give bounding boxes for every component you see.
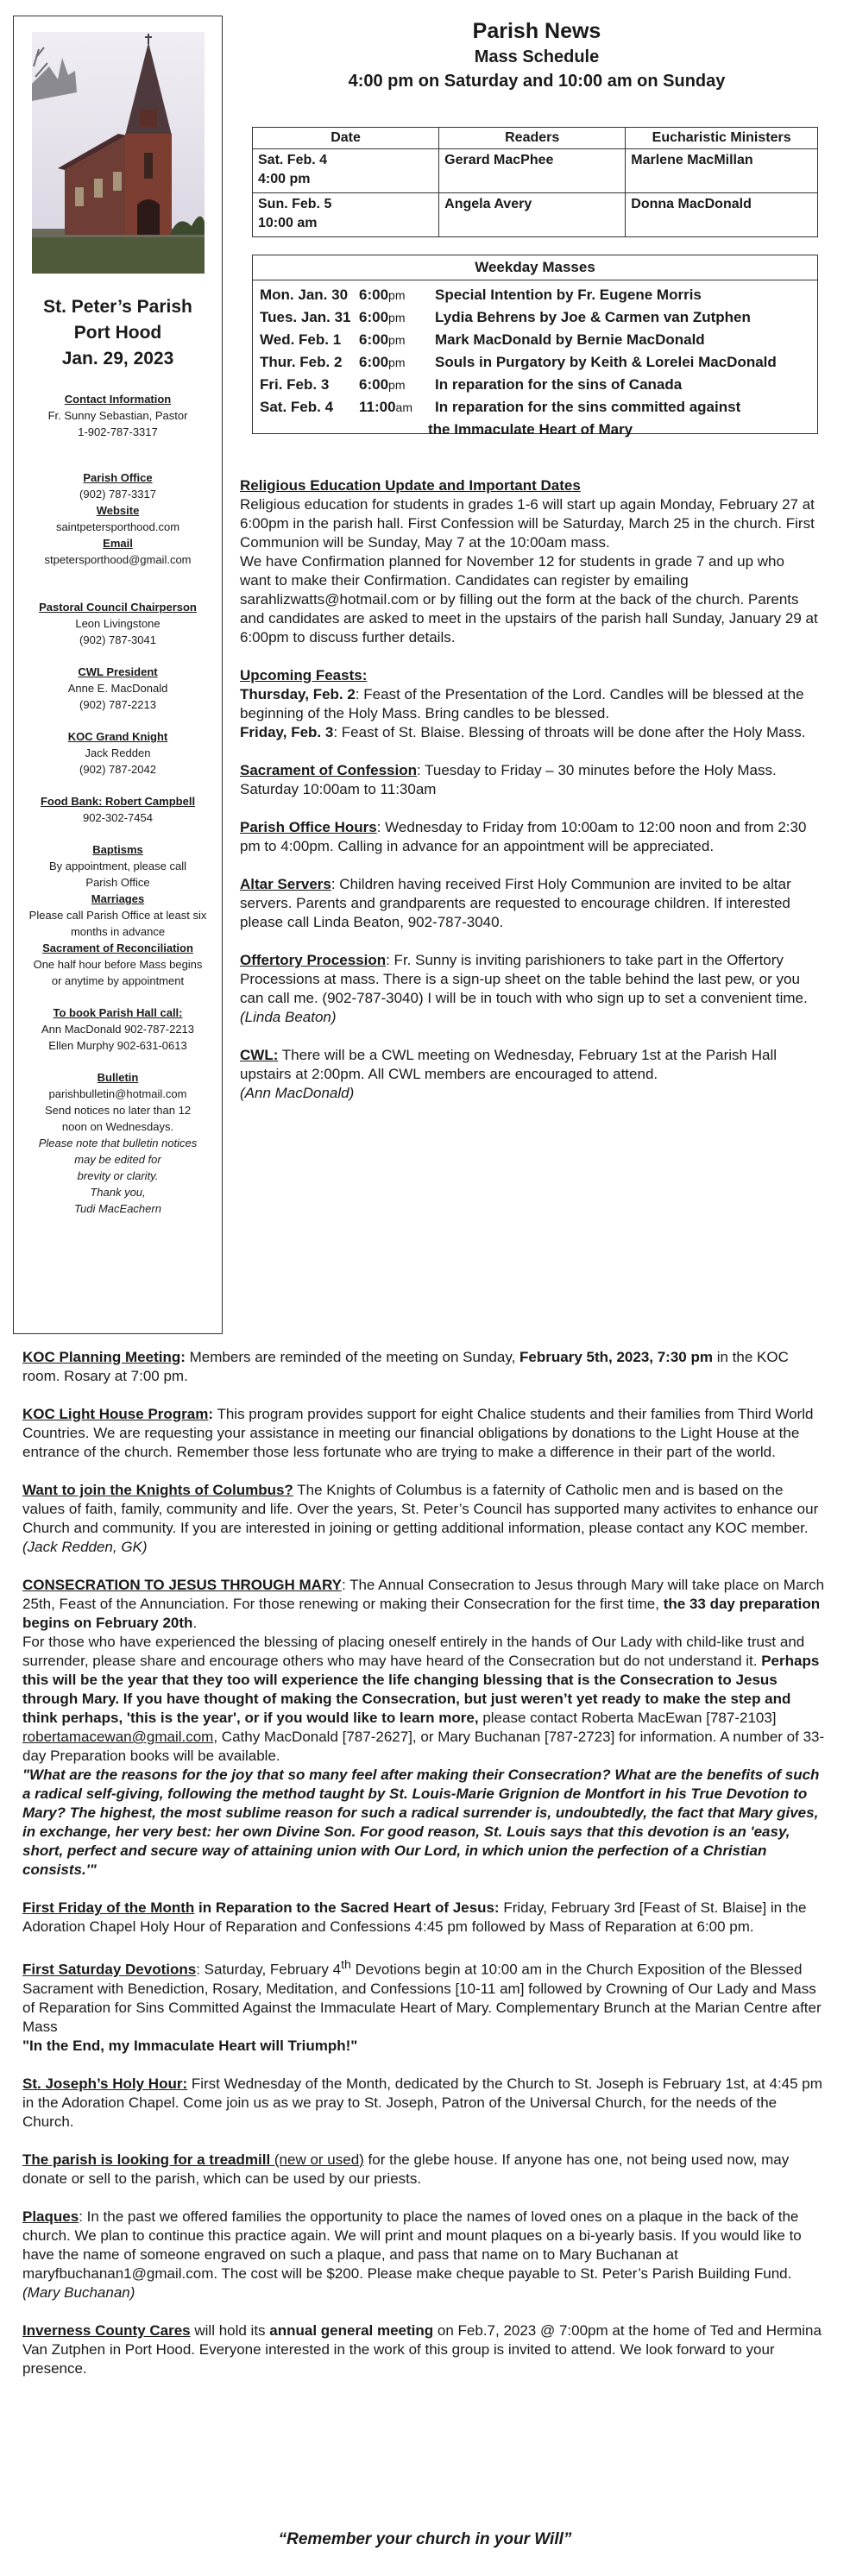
treadmill-section [22,2151,825,2189]
time-line: 10:00 am [258,216,318,230]
weekday-time [359,306,435,329]
weekday-intention: In reparation for the sins committed against [435,399,741,415]
section-text: in the KOC room. Rosary at 7:00 pm. [22,1349,789,1384]
offertory-section [240,951,818,1027]
signature: (Mary Buchanan) [22,2283,135,2301]
section-heading: First Saturday Devotions [22,1961,197,1978]
foodbank-heading: Food Bank: Robert Campbell [40,795,196,808]
website-heading: Website [96,504,140,517]
section-text: please contact Roberta MacEwan [787-2103] [478,1710,777,1726]
section-text: (new or used) [274,2151,364,2168]
column-header-date: Date [253,128,439,149]
section-heading: CWL: [240,1047,279,1063]
weekday-day: Mon. Jan. 30 [260,287,349,303]
weekday-time [359,329,435,351]
column-header-ministers: Eucharistic Ministers [626,128,818,149]
section-text: : Children having received First Holy Communion are invited to be altar servers. Parents and grandparents are requested to encourage children. If interested please call Linda Beaton, 902-787-3040. [240,876,791,930]
right-column [240,476,818,1122]
date-line: Sat. Feb. 4 [258,153,328,167]
cwl-name: Anne E. MacDonald [67,682,168,695]
section-text: on Feb.7, 2023 @ 7:00pm at the home of Ted and Hermina Van Zutphen in Port Hood. Everyone interested in the work of this group is invited to attend. We look forward to your presence. [22,2321,822,2377]
heading-colon: : [208,1406,214,1422]
weekday-intention: Souls in Purgatory by Keith & Lorelei MacDonald [435,354,777,370]
table-row [253,193,818,237]
superscript: th [341,1958,351,1972]
meeting-date: February 5th, 2023, 7:30 pm [519,1349,713,1365]
office-phone: (902) 787-3317 [79,488,156,501]
st-joseph-section [22,2075,825,2132]
bulletin-note-3: brevity or clarity. [77,1169,159,1182]
section-text: : Fr. Sunny is inviting parishioners to take part in the Offertory Processions at mass. There is a sign-up sheet on the table behind the last pew, or you can call me. (902-787-3040) I will be in touch with who sign up to set a convenient time. [240,952,808,1006]
section-text: For those who have experienced the blessing of placing oneself entirely in the hands of Our Lady with child-like trust and surrender, please share and encourage others who may have heard of the Consecration but do not understand it. [22,1634,805,1669]
bulletin-heading: Bulletin [97,1071,139,1084]
section-text: We have Confirmation planned for November 12 for students in grade 7 and up who want to make their Confirmation. Candidates can register by emailing sarahlizwatts@hotmail.com or by filling out the form at the back of the church. Parents and candidates are asked to meet in the upstairs of the parish hall Sunday, January 29 at 6:00pm to discuss further details. [240,553,818,646]
section-heading: CONSECRATION TO JESUS THROUGH MARY [22,1577,342,1593]
section-heading: St. Joseph’s Holy Hour: [22,2075,188,2092]
time-suffix: pm [388,288,406,302]
council-name: Leon Livingstone [75,617,161,630]
weekday-day: Fri. Feb. 3 [260,376,330,393]
weekday-day: Thur. Feb. 2 [260,354,343,370]
koc-phone: (902) 787-2042 [79,763,156,776]
weekday-time [359,284,435,306]
time-suffix: pm [388,356,406,369]
sidebar [13,16,223,1334]
heading-colon: : [180,1349,186,1365]
section-text: First Wednesday of the Month, dedicated by the Church to St. Joseph is February 1st, at 4:45 pm in the Adoration Chapel. Come join us as we pray to St. Joseph, Patron of the Universal Church, for the needs of the Church. [22,2075,822,2130]
time-suffix: pm [388,311,406,324]
page-subtitle: Mass Schedule [474,47,600,66]
highlight-text: annual general meeting [269,2321,434,2339]
section-text: for the glebe house. If anyone has one, not being used now, may donate or sell to the parish, which can be used by our priests. [22,2151,790,2187]
section-text: : Wednesday to Friday from 10:00am to 12:00 noon and from 2:30 pm to 4:00pm. Calling in advance for an appointment will be appreciated. [240,819,807,854]
religious-ed-section [240,476,818,647]
feast-text: : Feast of St. Blaise. Blessing of throats will be done after the Holy Mass. [333,724,806,740]
table-header-row [253,128,818,149]
section-text: Friday, February 3rd [Feast of St. Blaise] in the Adoration Chapel Holy Hour of Reparation and Confessions 4:45 pm followed by Mass of Reparation at 6:00 pm. [22,1899,807,1935]
light-house-section [22,1405,825,1462]
time-value: 6:00 [359,287,389,303]
section-text: . [192,1615,198,1631]
weekday-day: Wed. Feb. 1 [260,331,342,348]
consecration-section [22,1576,825,1880]
bulletin-note-5: Tudi MacEachern [74,1202,161,1215]
date-line: Sun. Feb. 5 [258,197,332,211]
section-heading: The parish is looking for a treadmill [22,2151,274,2168]
section-heading: Sacrament of Confession [240,762,417,778]
weekday-row [253,284,817,306]
weekday-day: Tues. Jan. 31 [260,309,351,325]
section-text: This program provides support for eight Chalice students and their families from Third World Countries. We are requesting your assistance in meeting our financial obligations by donations to the Light House at the entrance of the church. Remember those less fortunate who are trying to make a difference in their part of the world. [22,1406,814,1460]
section-text: Religious education for students in grades 1-6 will start up again Monday, February 27 at 6:00pm in the parish hall. First Confession will be Saturday, March 25 in the church. First Communion will be Sunday, May 7 at the 10:00am mass. [240,496,815,551]
email-link[interactable]: robertamacewan@gmail.com [22,1729,214,1745]
section-heading: KOC Light House Program [22,1406,209,1422]
inverness-section [22,2321,825,2378]
section-heading: Offertory Procession [240,952,387,968]
date-cell [253,193,439,237]
bulletin-note-1: Please note that bulletin notices [38,1137,198,1149]
first-saturday-section [22,1956,825,2056]
consecration-quote: "What are the reasons for the joy that so many feel after making their Consecration? What are the benefits of such a radical self-giving, following the method taught by St. Louis-Marie Grignion de Montfort in his True Devotion to Mary? The highest, the most sublime reason for such a radical surrender is, undoubtedly, the fact that Mary gives, in exchange, her very best: her own Divine Son. For good reason, St. Louis says that this devotion is an 'easy, short, perfect and secure way of attaining union with Our Lord, in which union the perfection of a Christian consists.'" [22,1767,820,1878]
section-text: : In the past we offered families the opportunity to place the names of loved ones on a plaque in the back of the church. We plan to continue this practice again. We will print and mount plaques on a bi-yearly basis. If you would like to have the name of someone engraved on such a plaque, and pass that name on to Mary Buchanan at maryfbuchanan1@gmail.com. The cost will be $200. Please make cheque payable to St. Peter’s Parish Building Fund. [22,2208,802,2282]
page-title: Parish News [472,19,601,43]
section-heading: Upcoming Feasts: [240,667,368,683]
minister-cell: Donna MacDonald [626,193,818,237]
weekday-row [253,351,817,374]
office-heading: Parish Office [83,471,153,484]
bulletin-line-1: Send notices no later than 12 [44,1104,192,1117]
table-row [253,149,818,193]
section-text: , Cathy MacDonald [787-2627], or Mary Buchanan [787-2723] for information. A number of 33-day Preparation books will be available. [22,1729,825,1764]
page-header [252,17,822,93]
time-suffix: pm [388,378,406,392]
time-suffix: pm [388,333,406,347]
contact-info [14,391,222,440]
signature: (Jack Redden, GK) [22,1539,148,1555]
time-value: 6:00 [359,376,389,393]
sacraments-info [14,841,222,989]
weekday-row [253,329,817,351]
time-value: 6:00 [359,309,389,325]
section-text: There will be a CWL meeting on Wednesday, February 1st at the Parish Hall upstairs at 2:00pm. All CWL members are encouraged to attend. [240,1047,778,1082]
koc-info [14,728,222,778]
section-text: will hold its [190,2321,270,2339]
weekday-time [359,396,435,419]
section-heading: KOC Planning Meeting [22,1349,181,1365]
column-header-readers: Readers [439,128,626,149]
hall-contact-1: Ann MacDonald 902-787-2213 [41,1023,195,1036]
office-info [14,469,222,568]
cwl-heading: CWL President [78,665,158,678]
minister-cell: Marlene MacMillan [626,149,818,193]
contact-heading: Contact Information [64,393,172,406]
weekday-intention: Lydia Behrens by Joe & Carmen van Zutphen [435,309,751,325]
hall-heading: To book Parish Hall call: [53,1006,183,1019]
section-heading: Inverness County Cares [22,2321,191,2339]
weekday-intention: In reparation for the sins of Canada [435,376,683,393]
time-value: 6:00 [359,354,389,370]
weekday-title: Weekday Masses [253,255,817,280]
weekday-masses-box [252,255,818,438]
feast-date: Friday, Feb. 3 [240,724,334,740]
reconciliation-line-1: One half hour before Mass begins [33,958,203,971]
website-link[interactable]: saintpetersporthood.com [55,520,180,533]
date-cell [253,149,439,193]
weekday-row [253,306,817,329]
council-heading: Pastoral Council Chairperson [39,601,197,614]
marriages-line-2: months in advance [70,925,166,938]
bulletin-line-2: noon on Wednesdays. [61,1120,174,1133]
time-value: 6:00 [359,331,389,348]
foodbank-info [14,793,222,826]
hall-contact-2: Ellen Murphy 902-631-0613 [48,1039,187,1052]
bulletin-info [14,1069,222,1217]
reconciliation-heading: Sacrament of Reconciliation [42,942,193,954]
feast-text: : Feast of the Presentation of the Lord. Candles will be blessed at the beginning of the Holy Mass. Bring candles to be blessed. [240,686,804,721]
highlight-text: the 33 day preparation begins on February 20th [22,1596,821,1631]
footer-quote: “Remember your church in your Will” [278,2530,572,2548]
bulletin-note-2: may be edited for [74,1153,161,1166]
hall-info [14,1005,222,1054]
marriages-heading: Marriages [91,892,145,905]
council-phone: (902) 787-3041 [79,633,156,646]
plaques-section [22,2208,825,2302]
pastor-name: Fr. Sunny Sebastian, Pastor [47,409,188,422]
section-text: Devotions begin at 10:00 am in the Church Exposition of the Blessed Sacrament with Benediction, Rosary, Meditation, and Confessions [10-11 am] followed by Crowning of Our Lady and Mass of Reparation for Sins Committed Against the Immaculate Heart of Mary. Complementary Brunch at the Marian Centre after Mass [22,1961,822,2035]
cwl-info [14,664,222,713]
section-heading: First Friday of the Month [22,1899,195,1916]
time-suffix: am [395,400,412,414]
section-heading: Religious Education Update and Important Dates [240,477,581,494]
section-text: : The Annual Consecration to Jesus through Mary will take place on March 25th, Feast of the Annunciation. For those renewing or making their Consecration for the first time, [22,1577,825,1612]
full-width-column [22,1348,825,2397]
bulletin-note-4: Thank you, [90,1186,146,1199]
koc-meeting-section [22,1348,825,1386]
heading-suffix: in Reparation to the Sacred Heart of Jesus: [194,1899,500,1916]
first-friday-section [22,1899,825,1937]
section-heading: Parish Office Hours [240,819,377,835]
bulletin-email[interactable]: parishbulletin@hotmail.com [48,1087,187,1100]
section-heading: Plaques [22,2208,79,2225]
join-koc-section [22,1481,825,1557]
weekday-day: Sat. Feb. 4 [260,399,334,415]
signature: (Linda Beaton) [240,1009,337,1025]
section-text: : Saturday, February 4 [196,1961,342,1978]
parish-town: Port Hood [73,323,162,343]
baptisms-heading: Baptisms [92,843,143,856]
section-heading: Altar Servers [240,876,331,892]
reader-cell: Angela Avery [439,193,626,237]
marriages-line-1: Please call Parish Office at least six [28,909,207,922]
koc-heading: KOC Grand Knight [67,730,168,743]
parish-name-line: St. Peter’s Parish [43,297,192,317]
altar-servers-section [240,875,818,932]
weekday-time [359,374,435,396]
office-hours-section [240,818,818,856]
confession-section [240,761,818,799]
email-link[interactable]: stpetersporthood@gmail.com [44,553,192,566]
time-value: 11:00 [359,399,396,415]
weekday-intention-continuation: the Immaculate Heart of Mary [428,421,633,438]
reader-cell: Gerard MacPhee [439,149,626,193]
pastor-phone: 1-902-787-3317 [78,425,158,438]
weekday-intention: Mark MacDonald by Bernie MacDonald [435,331,705,348]
email-heading: Email [103,537,133,550]
time-line: 4:00 pm [258,172,311,186]
weekday-intention: Special Intention by Fr. Eugene Morris [435,287,702,303]
cwl-phone: (902) 787-2213 [79,698,156,711]
weekday-row [253,374,817,396]
mass-schedule-times: 4:00 pm on Saturday and 10:00 am on Sunday [348,72,726,91]
highlight-text: "In the End, my Immaculate Heart will Triumph!" [22,2037,358,2054]
koc-name: Jack Redden [85,746,151,759]
foodbank-phone: 902-302-7454 [83,811,153,824]
feasts-section [240,666,818,742]
readers-table [252,127,818,237]
reconciliation-line-2: or anytime by appointment [51,974,185,987]
church-photo [32,32,205,274]
section-text: : Tuesday to Friday – 30 minutes before the Holy Mass. Saturday 10:00am to 11:30am [240,762,777,797]
weekday-time [359,351,435,374]
bulletin-date: Jan. 29, 2023 [61,349,174,368]
baptisms-line-1: By appointment, please call [49,860,186,872]
parish-name [14,294,222,372]
section-heading: Want to join the Knights of Columbus? [22,1482,293,1498]
baptisms-line-2: Parish Office [85,876,150,889]
signature: (Ann MacDonald) [240,1085,355,1101]
highlight-text: Perhaps this will be the year that they too will experience the life changing blessing that is the Consecration to Jesus through Mary. If you have thought of making the Consecration, but just weren’t yet ready to make the step and think perhaps, 'this is the year', or if you would like to learn more, [22,1653,820,1726]
section-text: Members are reminded of the meeting on Sunday, [185,1349,520,1365]
council-info [14,599,222,648]
cwl-section [240,1046,818,1103]
feast-date: Thursday, Feb. 2 [240,686,356,702]
weekday-row [253,396,817,419]
section-text: The Knights of Columbus is a faternity of Catholic men and is based on the values of faith, family, community and life. Over the years, St. Peter’s Council has supported many activites to enhance our Church and community. If you are interested in joining or getting additional information, please contact any KOC member. [22,1482,819,1536]
